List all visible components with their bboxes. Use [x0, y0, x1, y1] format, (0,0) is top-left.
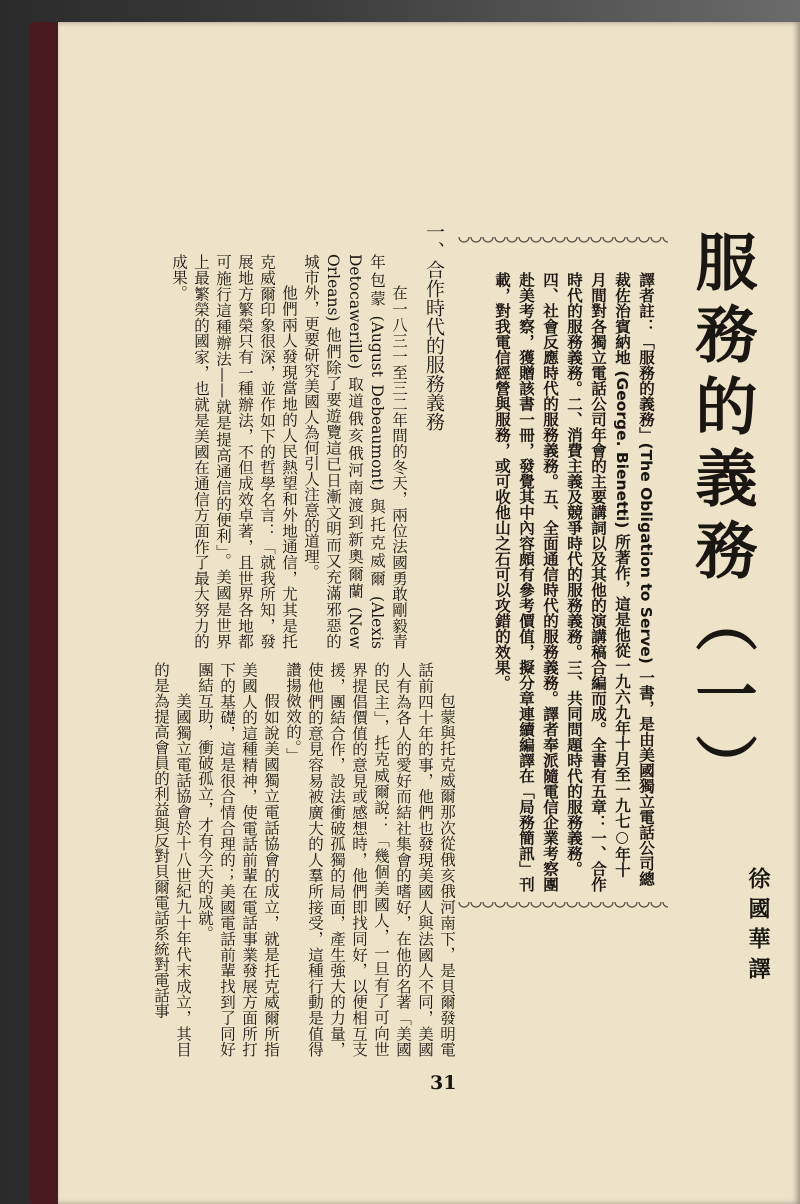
paragraph: 假如說美國獨立電話協會的成立，就是托克威爾所指美國人的這種精神，使電話前輩在電話事業發展方面所打下的基礎，這是很合情合理的；美國電話前輩找到了同好團結互助，衝破孤立，才有今天的成就。 — [196, 662, 280, 1057]
article-title: 服務的義務（一） — [685, 230, 758, 806]
paragraph: 他們兩人發現當地的人民熱望和外地通信，尤其是托克威爾印象很深，並作如下的哲學名言：「就我所知，發展地方繁榮只有一種辦法，不但成效卓著，且世界各地都可施行這種辦法——就是提高通信的便利」。美國是世界上最繁榮的國家，也就是美國在通信方面作了最大努力的成果。 — [170, 254, 298, 649]
paragraph: 在一八三一至三二年間的冬天，兩位法國勇敢剛毅青年包蒙 (August Debeaumont) 與托克威爾 (Alexis Detocawerille) 取道俄亥俄河南渡到新奧爾蘭 (New Orleans) 他們除了要遊覽這已日漸文明而又充滿邪惡的城市外，更要研究美國人為何引人注意的道理。 — [302, 254, 408, 649]
body-text-upper — [158, 254, 410, 649]
section-heading: 一、合作時代的服務義務 — [423, 222, 445, 431]
document-page — [58, 22, 800, 1204]
note-border-top — [458, 237, 668, 247]
note-border-bottom — [458, 902, 668, 912]
paragraph: 包蒙與托克威爾那次從俄亥俄河南下，是貝爾發明電話前四十年的事，他們也發現美國人與法國人不同，美國人有為各人的愛好而結社集會的嗜好，在他的名著「美國的民主」，托克威爾說：「幾個美國人，一旦有了可向世界提倡價值的意見或感想時，他們即找同好，以便相互支援，團結合作，設法衝破孤獨的局面，產生強大的力量，使他們的意見容易被廣大的人羣所接受，這種行動是值得讚揚傚效的。」 — [284, 662, 456, 1057]
body-text-lower — [152, 662, 458, 1057]
page-number: 31 — [430, 1072, 457, 1094]
paragraph: 美國獨立電話協會於十八世紀九十年代末成立，其目的是為提高會員的利益與反對貝爾電話系統對電話事 — [152, 662, 192, 1057]
translator-note: 譯者註：「服務的義務」(The Obligation to Serve) 一書，是由美國獨立電話公司總裁佐治賓納地 (George. Bienetti) 所著作，這是他從一九六九年十月至一九七○年十月間對各獨立電話公司年會的主要講詞以及其他的演講稿合編而成。全書有五章：一、合作時代的服務義務。二、消費主義及競爭時代的服務義務。三、共同問題時代的服務義務。四、社會反應時代的服務義務。五、全面通信時代的服務義務。譯者奉派隨電信企業考察團赴美考察，獲贈該書一冊，發覺其中內容頗有參考價值，擬分章連續編譯在「局務簡訊」刊載，對我電信經營與服務，或可收他山之石可以攻錯的效果。 — [493, 272, 655, 892]
translator-credit: 徐國華譯 — [745, 867, 770, 987]
